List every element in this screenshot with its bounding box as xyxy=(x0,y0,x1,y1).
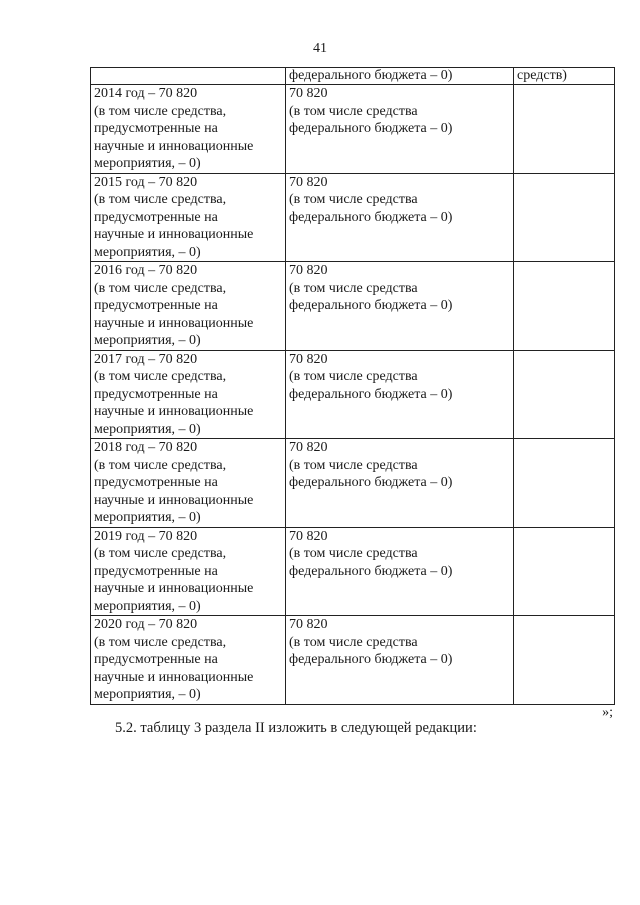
closing-quote-mark: »; xyxy=(602,705,613,720)
table-cell-3 xyxy=(514,616,615,705)
header-cell-2: федерального бюджета – 0) xyxy=(286,68,514,85)
table-cell-3 xyxy=(514,527,615,616)
table-cell-1 xyxy=(91,439,286,528)
cell-line: предусмотренные на xyxy=(94,563,218,579)
table-row xyxy=(91,527,615,616)
header-cell-3: средств) xyxy=(514,68,615,85)
cell-line: федерального бюджета – 0) xyxy=(289,652,453,667)
cell-line: 70 820 xyxy=(289,263,328,278)
cell-line: федерального бюджета – 0) xyxy=(289,386,453,402)
table-cell-2 xyxy=(286,616,514,705)
cell-line: 2018 год – 70 820 xyxy=(94,440,198,455)
table-cell-2 xyxy=(286,527,514,616)
cell-line: (в том числе средства xyxy=(289,103,418,119)
cell-line: (в том числе средства xyxy=(289,634,418,650)
table-cell-1 xyxy=(91,616,286,705)
cell-line: федерального бюджета – 0) xyxy=(289,121,453,136)
cell-line: предусмотренные на xyxy=(94,298,218,313)
cell-line: (в том числе средства xyxy=(289,280,418,296)
cell-line: федерального бюджета – 0) xyxy=(289,563,453,579)
cell-line: (в том числе средства, xyxy=(94,103,227,119)
table-cell-3 xyxy=(514,439,615,528)
cell-line: (в том числе средства xyxy=(289,369,418,384)
table-row xyxy=(91,616,615,705)
header-cell-1 xyxy=(91,68,286,85)
cell-line: предусмотренные на xyxy=(94,652,218,667)
cell-line: научные и инновационные xyxy=(94,315,254,331)
cell-line: научные и инновационные xyxy=(94,492,254,508)
cell-line: предусмотренные на xyxy=(94,121,218,136)
table-row xyxy=(91,350,615,439)
cell-line: 2017 год – 70 820 xyxy=(94,351,198,367)
cell-line: мероприятия, – 0) xyxy=(94,333,201,348)
table-cell-3 xyxy=(514,350,615,439)
cell-line: (в том числе средства, xyxy=(94,634,227,650)
table-cell-2 xyxy=(286,262,514,351)
cell-line: мероприятия, – 0) xyxy=(94,421,201,437)
table-header-row xyxy=(91,68,615,85)
cell-line: федерального бюджета – 0) xyxy=(289,475,453,490)
table-cell-2 xyxy=(286,173,514,262)
cell-line: научные и инновационные xyxy=(94,581,254,596)
cell-line: федерального бюджета – 0) xyxy=(289,298,453,313)
cell-line: (в том числе средства xyxy=(289,192,418,207)
cell-line: мероприятия, – 0) xyxy=(94,598,201,614)
cell-line: предусмотренные на xyxy=(94,209,218,225)
table-row xyxy=(91,439,615,528)
table-row xyxy=(91,173,615,262)
table-cell-1 xyxy=(91,85,286,174)
table-cell-1 xyxy=(91,262,286,351)
cell-line: (в том числе средства, xyxy=(94,280,227,296)
table-cell-1 xyxy=(91,173,286,262)
cell-line: (в том числе средства xyxy=(289,546,418,561)
table-row xyxy=(91,85,615,174)
cell-line: 2020 год – 70 820 xyxy=(94,617,198,632)
table-row xyxy=(91,262,615,351)
table-cell-3 xyxy=(514,262,615,351)
cell-line: (в том числе средства, xyxy=(94,546,227,561)
cell-line: (в том числе средства, xyxy=(94,369,227,384)
cell-line: научные и инновационные xyxy=(94,227,254,242)
cell-line: мероприятия, – 0) xyxy=(94,244,201,260)
table-cell-3 xyxy=(514,173,615,262)
cell-line: 70 820 xyxy=(289,528,328,544)
table-cell-3 xyxy=(514,85,615,174)
cell-line: предусмотренные на xyxy=(94,386,218,402)
cell-line: 70 820 xyxy=(289,86,328,101)
cell-line: (в том числе средства, xyxy=(94,192,227,207)
cell-line: (в том числе средства xyxy=(289,457,418,473)
table-cell-1 xyxy=(91,350,286,439)
cell-line: 2014 год – 70 820 xyxy=(94,86,198,101)
cell-line: 2015 год – 70 820 xyxy=(94,174,198,190)
cell-line: 2019 год – 70 820 xyxy=(94,528,198,544)
page-number: 41 xyxy=(313,41,327,56)
cell-line: научные и инновационные xyxy=(94,404,254,419)
amendment-paragraph: 5.2. таблицу 3 раздела II изложить в следующей редакции: xyxy=(115,720,477,736)
cell-line: 70 820 xyxy=(289,617,328,632)
cell-line: федерального бюджета – 0) xyxy=(289,209,453,225)
table-cell-1 xyxy=(91,527,286,616)
table-cell-2 xyxy=(286,439,514,528)
table-cell-2 xyxy=(286,350,514,439)
cell-line: научные и инновационные xyxy=(94,138,254,154)
cell-line: 70 820 xyxy=(289,440,328,455)
table-cell-2 xyxy=(286,85,514,174)
cell-line: мероприятия, – 0) xyxy=(94,687,201,702)
cell-line: (в том числе средства, xyxy=(94,457,227,473)
funding-table xyxy=(90,67,615,705)
cell-line: научные и инновационные xyxy=(94,669,254,685)
cell-line: мероприятия, – 0) xyxy=(94,156,201,171)
cell-line: 2016 год – 70 820 xyxy=(94,263,198,278)
cell-line: 70 820 xyxy=(289,351,328,367)
cell-line: предусмотренные на xyxy=(94,475,218,490)
cell-line: мероприятия, – 0) xyxy=(94,510,201,525)
cell-line: 70 820 xyxy=(289,174,328,190)
